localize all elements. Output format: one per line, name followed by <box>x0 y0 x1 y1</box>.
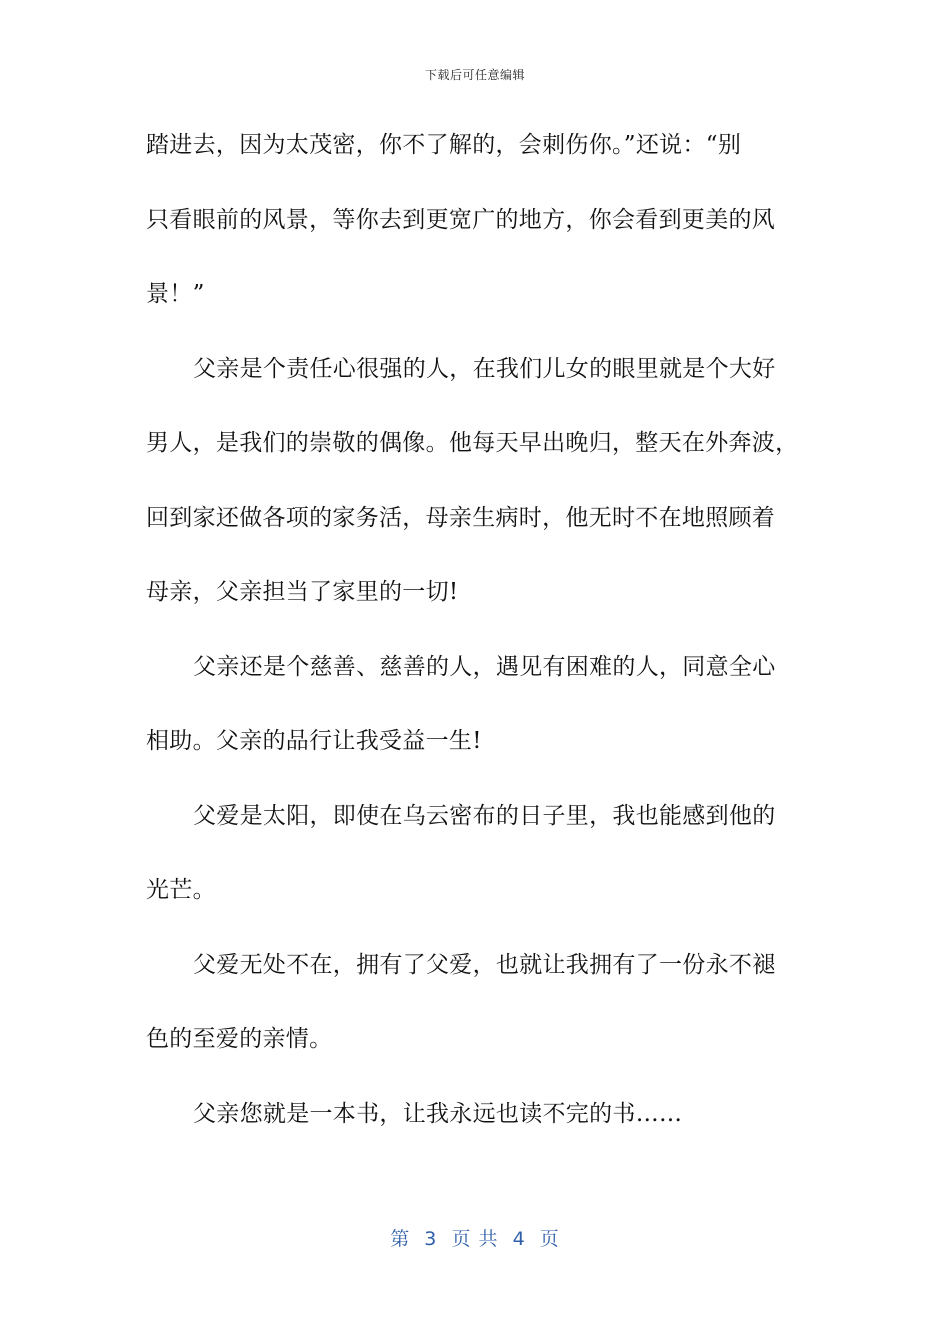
text-line: 父亲您就是一本书，让我永远也读不完的书…… <box>193 1100 683 1127</box>
text-line: 相助。父亲的品行让我受益一生! <box>146 728 482 754</box>
text-line: 父亲还是个慈善、慈善的人，遇见有困难的人，同意全心 <box>193 653 776 680</box>
text-line: 父爱无处不在，拥有了父爱，也就让我拥有了一份永不褪 <box>193 951 776 978</box>
text-line: 母亲，父亲担当了家里的一切! <box>146 579 459 605</box>
text-line: 父爱是太阳，即使在乌云密布的日子里，我也能感到他的 <box>193 802 776 829</box>
document-body <box>146 120 806 1163</box>
text-line: 男人，是我们的崇敬的偶像。他每天早出晚归，整天在外奔波， <box>146 430 799 456</box>
text-line: 只看眼前的风景，等你去到更宽广的地方，你会看到更美的风 <box>146 206 776 233</box>
text-line: 色的至爱的亲情。 <box>146 1026 333 1052</box>
page-footer-number: 第 3 页 共 4 页 <box>390 1228 560 1250</box>
page-header-note: 下载后可任意编辑 <box>424 68 525 82</box>
text-line: 踏进去，因为太茂密，你不了解的，会刺伤你。”还说：“别 <box>146 132 742 158</box>
text-line: 光芒。 <box>146 877 216 903</box>
text-line: 景！” <box>146 281 205 307</box>
text-line: 父亲是个责任心很强的人，在我们儿女的眼里就是个大好 <box>193 355 776 382</box>
text-line: 回到家还做各项的家务活，母亲生病时，他无时不在地照顾着 <box>146 504 776 531</box>
